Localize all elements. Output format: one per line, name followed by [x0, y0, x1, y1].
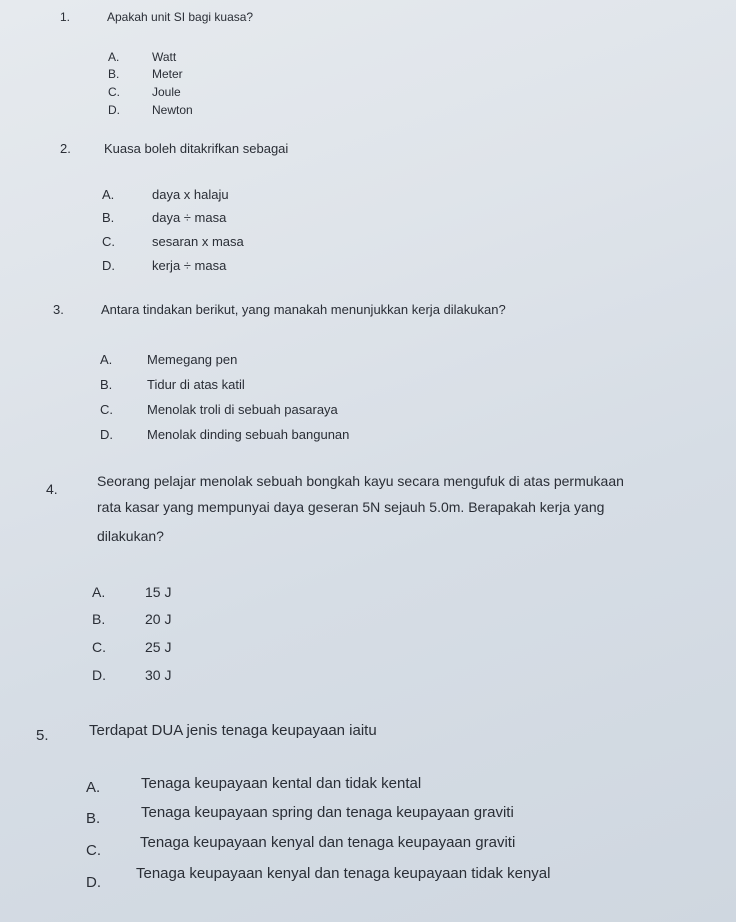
option-letter: B.: [108, 67, 120, 81]
option-letter: D.: [86, 874, 101, 891]
option-letter: C.: [108, 85, 120, 99]
option-text: Menolak dinding sebuah bangunan: [147, 427, 350, 442]
question-text-line: dilakukan?: [97, 528, 164, 544]
option-text: Watt: [152, 50, 177, 64]
question-text: Antara tindakan berikut, yang manakah menunjukkan kerja dilakukan?: [101, 302, 506, 317]
question-number: 3.: [53, 302, 64, 317]
option-letter: D.: [108, 103, 120, 117]
option-text: Meter: [152, 67, 183, 81]
option-text: Tenaga keupayaan kental dan tidak kental: [141, 775, 422, 792]
option-letter: A.: [86, 779, 101, 796]
option-text: Tenaga keupayaan spring dan tenaga keupayaan graviti: [141, 804, 514, 821]
question-number: 2.: [60, 141, 71, 156]
option-text: Tidur di atas katil: [147, 377, 245, 392]
question-text-line: Seorang pelajar menolak sebuah bongkah kayu secara mengufuk di atas permukaan: [97, 473, 624, 489]
option-text: Tenaga keupayaan kenyal dan tenaga keupayaan graviti: [140, 834, 516, 851]
option-letter: B.: [100, 377, 113, 392]
option-letter: B.: [86, 810, 101, 827]
option-text: daya ÷ masa: [152, 210, 227, 225]
question-text-line: rata kasar yang mempunyai daya geseran 5N sejauh 5.0m. Berapakah kerja yang: [97, 499, 605, 515]
option-text: Newton: [152, 103, 193, 117]
option-letter: D.: [102, 258, 115, 273]
option-letter: C.: [92, 639, 106, 655]
option-letter: A.: [92, 584, 106, 600]
option-letter: C.: [102, 234, 115, 249]
option-text: 20 J: [145, 611, 172, 627]
question-text: Kuasa boleh ditakrifkan sebagai: [104, 141, 289, 156]
option-letter: D.: [100, 427, 113, 442]
option-text: 15 J: [145, 584, 172, 600]
option-letter: A.: [108, 50, 120, 64]
option-text: kerja ÷ masa: [152, 258, 227, 273]
option-text: daya x halaju: [152, 187, 229, 202]
option-text: sesaran x masa: [152, 234, 244, 249]
option-text: 30 J: [145, 667, 172, 683]
option-text: Menolak troli di sebuah pasaraya: [147, 402, 338, 417]
option-text: Tenaga keupayaan kenyal dan tenaga keupayaan tidak kenyal: [136, 865, 551, 882]
question-text: Apakah unit SI bagi kuasa?: [107, 10, 254, 24]
option-text: Memegang pen: [147, 352, 238, 367]
question-text: Terdapat DUA jenis tenaga keupayaan iaitu: [89, 722, 377, 739]
option-letter: B.: [92, 611, 106, 627]
option-text: Joule: [152, 85, 181, 99]
option-letter: A.: [102, 187, 115, 202]
question-number: 4.: [46, 481, 58, 497]
question-number: 1.: [60, 10, 71, 24]
option-text: 25 J: [145, 639, 172, 655]
question-number: 5.: [36, 727, 49, 744]
option-letter: C.: [86, 842, 101, 859]
option-letter: B.: [102, 210, 115, 225]
option-letter: A.: [100, 352, 113, 367]
option-letter: D.: [92, 667, 106, 683]
option-letter: C.: [100, 402, 113, 417]
